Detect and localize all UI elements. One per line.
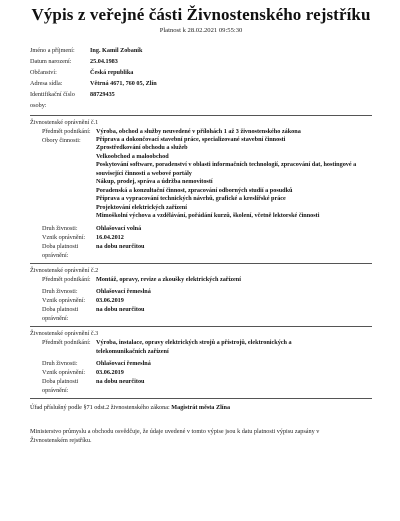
origin-label: Vznik oprávnění: xyxy=(42,368,86,376)
trade-license-3 xyxy=(30,329,372,395)
type-label: Druh živnosti: xyxy=(42,287,78,295)
origin-label: Vznik oprávnění: xyxy=(42,296,86,304)
type-value: Ohlašovací řemeslná xyxy=(96,359,151,367)
validity-label: Doba platnosti oprávnění: xyxy=(42,377,79,394)
type-row xyxy=(30,224,372,233)
validity-row xyxy=(30,242,372,260)
field-item: Příprava a dokončovací stavební práce, specializované stavební činnosti xyxy=(96,135,286,143)
owner-row-id xyxy=(30,89,372,111)
origin-row xyxy=(30,233,372,242)
fields-list xyxy=(96,136,372,221)
validity-value: na dobu neurčitou xyxy=(96,242,145,250)
subject-row xyxy=(30,275,372,284)
trade-license-1 xyxy=(30,118,372,260)
field-item: Projektování elektrických zařízení xyxy=(96,203,187,211)
birthdate-label: Datum narození: xyxy=(30,58,72,66)
section-divider xyxy=(30,263,372,264)
subject-row xyxy=(30,127,372,136)
address-label: Adresa sídla: xyxy=(30,80,63,88)
fields-label: Obory činnosti: xyxy=(42,136,81,144)
subject-value: Výroba, obchod a služby neuvedené v přílohách 1 až 3 živnostenského zákona xyxy=(96,127,301,135)
section-divider xyxy=(30,398,372,399)
origin-row xyxy=(30,296,372,305)
type-value: Ohlašovací volná xyxy=(96,224,142,232)
validity-label: Doba platnosti oprávnění: xyxy=(42,305,79,322)
validity-label: Doba platnosti oprávnění: xyxy=(42,242,79,259)
type-value: Ohlašovací řemeslná xyxy=(96,287,151,295)
section-title: Živnostenské oprávnění č.3 xyxy=(30,329,99,337)
type-row xyxy=(30,287,372,296)
subject-label: Předmět podnikání: xyxy=(42,127,91,135)
origin-row xyxy=(30,368,372,377)
type-row xyxy=(30,359,372,368)
competent-office xyxy=(30,403,372,413)
office-value: Magistrát města Zlína xyxy=(171,403,231,411)
citizenship-value: Česká republika xyxy=(90,69,134,77)
field-item: Zprostředkování obchodu a služeb xyxy=(96,144,188,152)
validity-row xyxy=(30,305,372,323)
subject-value: Montáž, opravy, revize a zkoušky elektrických zařízení xyxy=(96,275,241,283)
owner-row-citizenship xyxy=(30,67,372,78)
document-page xyxy=(0,5,400,521)
section-title: Živnostenské oprávnění č.1 xyxy=(30,118,99,126)
subject-value: Výroba, instalace, opravy elektrických strojů a přístrojů, elektronických a telekomunikačních zařízení xyxy=(96,338,292,355)
subject-row xyxy=(30,338,372,356)
fields-row xyxy=(30,136,372,221)
section-divider xyxy=(30,115,372,116)
validity-timestamp: Platnost k 28.02.2021 09:55:30 xyxy=(159,27,243,34)
field-item: Poradenská a konzultační činnost, zpracování odborných studií a posudků xyxy=(96,186,293,194)
type-label: Druh živnosti: xyxy=(42,224,78,232)
field-item: Mimoškolní výchova a vzdělávání, pořádání kurzů, školení, včetně lektorské činnosti xyxy=(96,212,320,220)
owner-row-birthdate xyxy=(30,56,372,67)
field-item: Velkoobchod a maloobchod xyxy=(96,152,169,160)
validity-value: na dobu neurčitou xyxy=(96,377,145,385)
page-title: Výpis z veřejné části Živnostenského rejstříku xyxy=(31,5,371,24)
subject-label: Předmět podnikání: xyxy=(42,338,91,346)
field-item: Poskytování software, poradenství v oblasti informačních technologií, zpracování dat, hostingové a související činnosti a webové portály xyxy=(96,161,357,177)
owner-row-name xyxy=(30,45,372,56)
owner-name-value: Ing. Kamil Zobaník xyxy=(90,47,143,54)
field-item: Nákup, prodej, správa a údržba nemovitostí xyxy=(96,178,213,186)
section-divider xyxy=(30,326,372,327)
field-item: Příprava a vypracování technických návrhů, grafické a kreslířské práce xyxy=(96,195,286,203)
validity-row xyxy=(30,377,372,395)
subject-label: Předmět podnikání: xyxy=(42,275,91,283)
section-title: Živnostenské oprávnění č.2 xyxy=(30,266,99,274)
office-label: Úřad příslušný podle §71 odst.2 živnostenského zákona: xyxy=(30,403,170,411)
trade-license-2 xyxy=(30,266,372,323)
id-number-label: Identifikační číslo osoby: xyxy=(30,91,75,110)
owner-row-address xyxy=(30,78,372,89)
owner-name-label: Jméno a příjmení: xyxy=(30,47,75,54)
birthdate-value: 25.04.1983 xyxy=(90,58,118,66)
origin-value: 16.04.2012 xyxy=(96,233,124,241)
origin-label: Vznik oprávnění: xyxy=(42,233,86,241)
type-label: Druh živnosti: xyxy=(42,359,78,367)
certification-note: Ministerstvo průmyslu a obchodu osvědčuje, že údaje uvedené v tomto výpise jsou k datu platnosti výpisu zapsány v Živnostenském rejstříku. xyxy=(30,427,320,444)
citizenship-label: Občanství: xyxy=(30,69,57,77)
owner-details xyxy=(30,45,372,112)
origin-value: 03.06.2019 xyxy=(96,296,124,304)
origin-value: 03.06.2019 xyxy=(96,368,124,376)
id-number-value: 88729435 xyxy=(90,91,115,99)
validity-value: na dobu neurčitou xyxy=(96,305,145,313)
address-value: Větrná 4671, 760 05, Zlín xyxy=(90,80,157,88)
